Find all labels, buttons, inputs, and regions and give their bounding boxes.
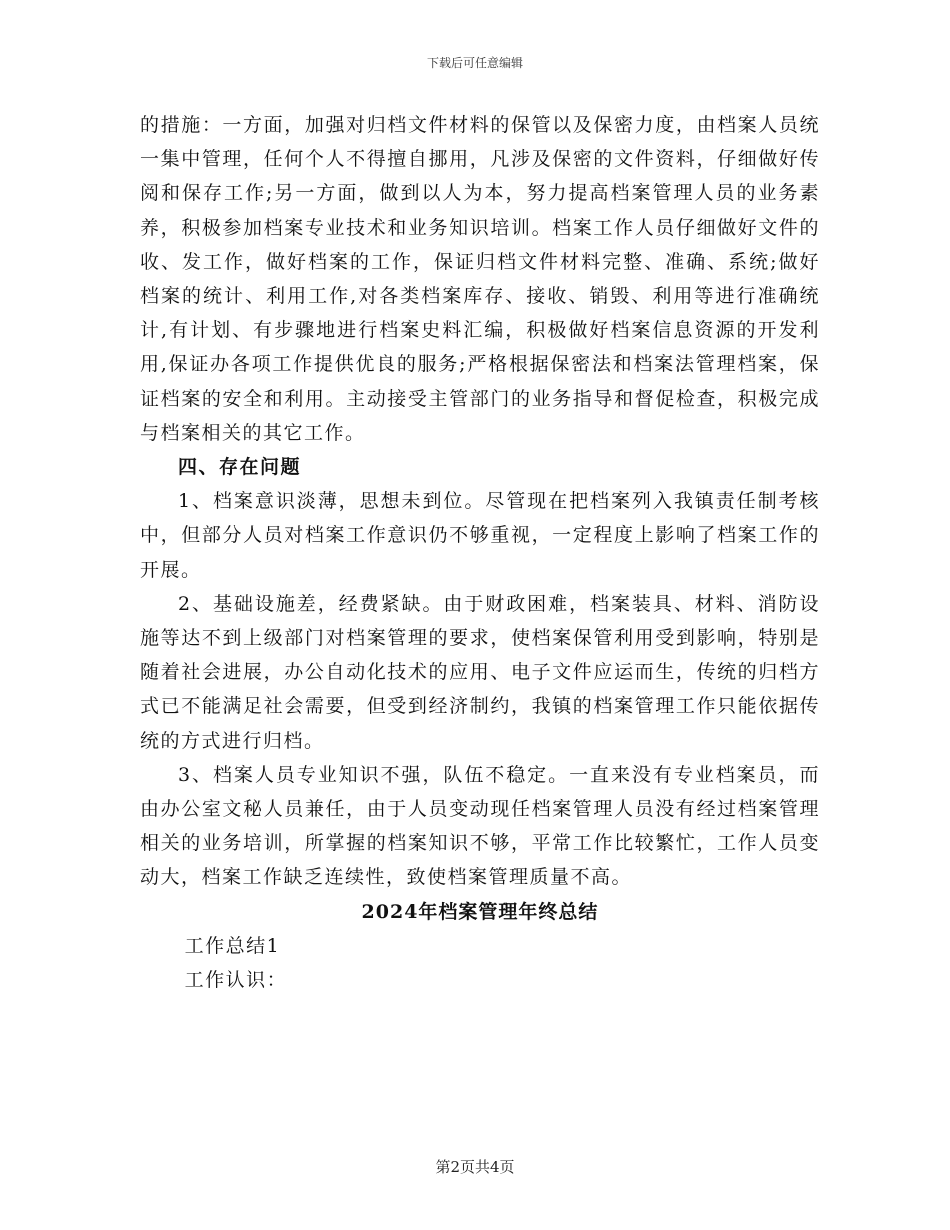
document-title: 2024年档案管理年终总结 [361,900,599,923]
page-header-note: 下载后可任意编辑 [426,56,523,70]
work-summary-subheading: 工作总结1 [184,934,281,957]
continuation-paragraph: 的措施：一方面，加强对归档文件材料的保管以及保密力度，由档案人员统一集中管理，任何个人不得擅自挪用，凡涉及保密的文件资料，仔细做好传阅和保存工作;另一方面，做到以人为本，努力提高档案管理人员的业务素养，积极参加档案专业技术和业务知识培训。档案工作人员仔细做好文件的收、发工作，做好档案的工作，保证归档文件材料完整、准确、系统;做好档案的统计、利用工作,对各类档案库存、接收、销毁、利用等进行准确统计,有计划、有步骤地进行档案史料汇编，积极做好档案信息资源的开发利用,保证办各项工作提供优良的服务;严格根据保密法和档案法管理档案，保证档案的安全和利用。主动接受主管部门的业务指导和督促检查，积极完成与档案相关的其它工作。 [140,114,820,444]
problem-paragraph-2: 2、基础设施差，经费紧缺。由于财政困难，档案装具、材料、消防设施等达不到上级部门对档案管理的要求，使档案保管利用受到影响，特别是随着社会进展，办公自动化技术的应用、电子文件应运而生，传统的归档方式已不能满足社会需要，但受到经济制约，我镇的档案管理工作只能依据传统的方式进行归档。 [140,592,820,752]
document-body [140,108,820,997]
page-number: 第2页共4页 [435,1158,515,1176]
work-understanding-label: 工作认识： [184,969,288,992]
section-heading: 四、存在问题 [178,456,302,479]
problem-paragraph-1: 1、档案意识淡薄，思想未到位。尽管现在把档案列入我镇责任制考核中，但部分人员对档案工作意识仍不够重视，一定程度上影响了档案工作的开展。 [140,490,820,581]
problem-paragraph-3: 3、档案人员专业知识不强，队伍不稳定。一直来没有专业档案员，而由办公室文秘人员兼任，由于人员变动现任档案管理人员没有经过档案管理相关的业务培训，所掌握的档案知识不够，平常工作比较繁忙，工作人员变动大，档案工作缺乏连续性，致使档案管理质量不高。 [140,763,820,889]
